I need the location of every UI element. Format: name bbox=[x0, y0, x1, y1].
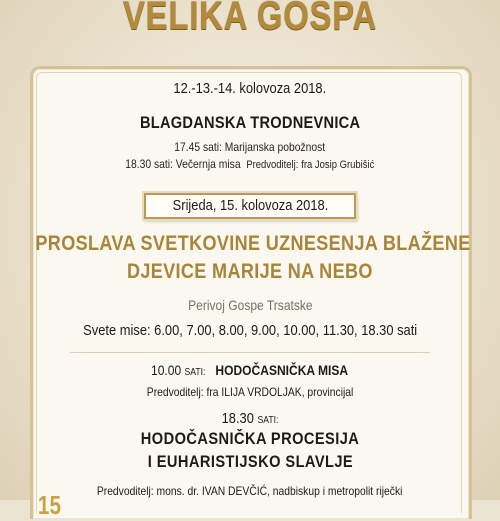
feast-day-banner-wrap bbox=[0, 193, 500, 219]
feast-heading-line-2: DJEVICE MARIJE NA NEBO bbox=[127, 260, 373, 283]
procession-heading-line-2: I EUHARISTIJSKO SLAVLJE bbox=[147, 452, 353, 471]
leader-label: Predvoditelj: bbox=[246, 159, 299, 171]
triduum-schedule-line-2 bbox=[0, 157, 500, 171]
pilgrim-mass-leader-line bbox=[0, 385, 500, 399]
evening-mass-text: 18.30 sati: Večernja misa bbox=[125, 157, 241, 171]
procession-heading-line-1: HODOČASNIČKA PROCESIJA bbox=[140, 429, 360, 448]
mass-times-label: Svete mise: bbox=[83, 322, 151, 339]
leader-label: Predvoditelj: bbox=[97, 484, 155, 498]
procession-leader: mons. dr. IVAN DEVČIĆ, nadbiskup i metropolit riječki bbox=[156, 484, 403, 498]
feast-heading-line-1: PROSLAVA SVETKOVINE UZNESENJA BLAŽENE bbox=[35, 232, 471, 255]
triduum-leader: fra Josip Grubišić bbox=[301, 159, 375, 171]
procession-time-unit: SATI: bbox=[257, 415, 279, 426]
poster-title: VELIKA GOSPA bbox=[122, 0, 378, 38]
feast-day-banner: Srijeda, 15. kolovoza 2018. bbox=[144, 193, 357, 219]
divider bbox=[70, 352, 430, 353]
feast-location: Perivoj Gospe Trsatske bbox=[187, 297, 313, 313]
triduum-dates: 12.-13.-14. kolovoza 2018. bbox=[173, 80, 327, 97]
pilgrim-mass-time-unit: SATI: bbox=[184, 367, 206, 378]
pilgrim-mass-time: 10.00 bbox=[151, 362, 182, 378]
pilgrim-mass-leader: fra ILIJA VRDOLJAK, provincijal bbox=[206, 385, 354, 399]
triduum-heading: BLAGDANSKA TRODNEVNICA bbox=[139, 113, 361, 132]
pilgrim-mass-name: HODOČASNIČKA MISA bbox=[215, 362, 349, 378]
leader-label: Predvoditelj: bbox=[146, 385, 204, 399]
pilgrim-mass-heading bbox=[0, 362, 500, 378]
mass-times-values: 6.00, 7.00, 8.00, 9.00, 10.00, 11.30, 18.30 sati bbox=[154, 322, 417, 339]
triduum-schedule-line-1: 17.45 sati: Marijanska pobožnost bbox=[174, 140, 326, 154]
procession-time bbox=[0, 410, 500, 427]
procession-time-value: 18.30 bbox=[221, 410, 254, 427]
corner-date-number: 15 bbox=[37, 490, 62, 520]
procession-leader-line bbox=[0, 484, 500, 498]
mass-times bbox=[0, 322, 500, 339]
